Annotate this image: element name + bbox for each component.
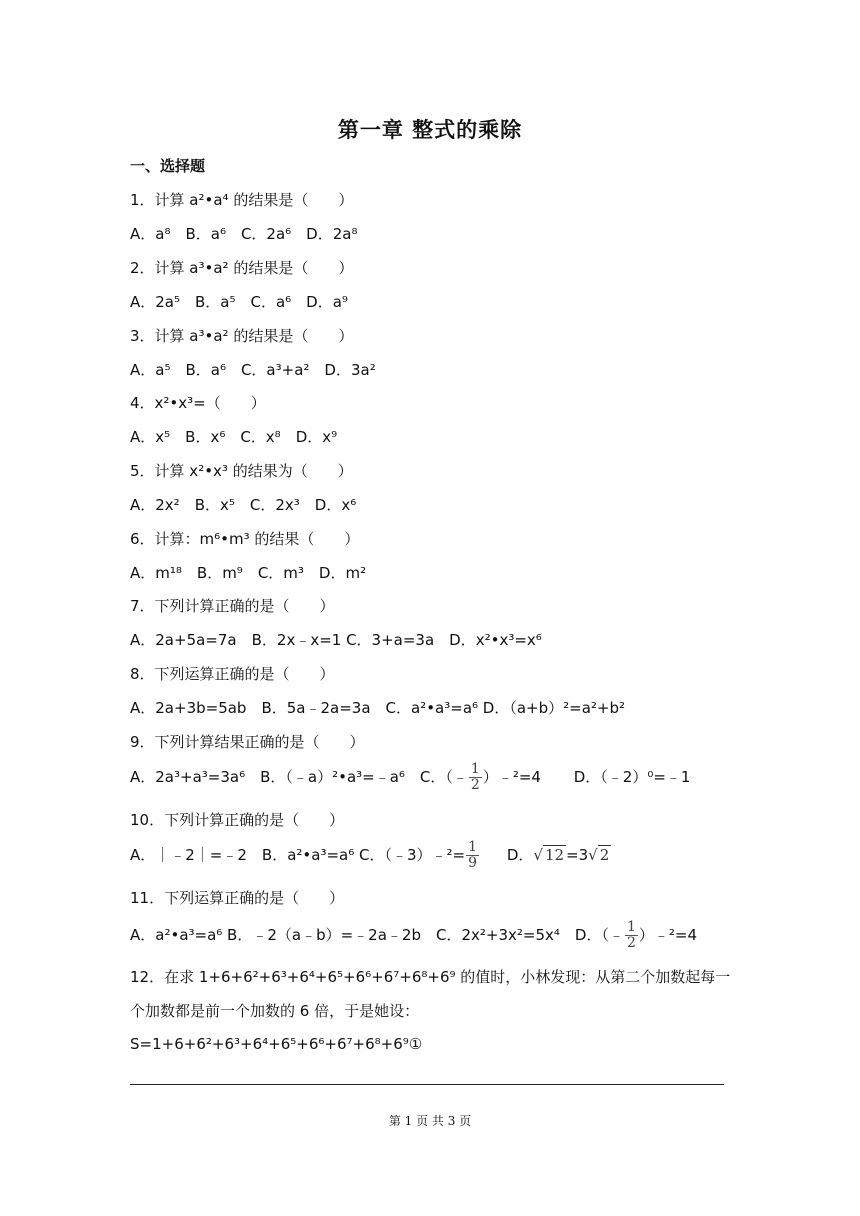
question-5-stem: 5．计算 x²•x³ 的结果为（ ） (130, 462, 353, 480)
question-1-stem: 1．计算 a²•a⁴ 的结果是（ ） (130, 191, 354, 209)
q10-options-abc: A．｜﹣2｜=﹣2 B．a²•a³=a⁶ C．（﹣3）﹣²= (130, 846, 466, 864)
question-3-options: A．a⁵ B．a⁶ C．a³+a² D．3a² (130, 361, 376, 379)
q11-option-d-tail: ）﹣²=4 (638, 926, 698, 944)
q10-option-d-mid: =3 (566, 846, 589, 864)
question-8-stem: 8．下列运算正确的是（ ） (130, 665, 335, 683)
question-7-options: A．2a+5a=7a B．2x﹣x=1 C．3+a=3a D．x²•x³=x⁶ (130, 631, 542, 649)
question-12-line-2: 个加数都是前一个加数的 6 倍，于是她设： (130, 1002, 420, 1020)
sqrt-2: √ 2 (588, 846, 610, 864)
question-5-options: A．2x² B．x⁵ C．2x³ D．x⁶ (130, 496, 357, 514)
question-4-stem: 4．x²•x³=（ ） (130, 394, 266, 412)
q9-fraction: $\frac{1}{2}$ (470, 761, 480, 793)
question-4-options: A．x⁵ B．x⁶ C．x⁸ D．x⁹ (130, 428, 338, 446)
question-12-line-3: S=1+6+6²+6³+6⁴+6⁵+6⁶+6⁷+6⁸+6⁹① (130, 1035, 423, 1053)
q10-option-d-label: D． (506, 846, 534, 864)
question-8-options: A．2a+3b=5ab B．5a﹣2a=3a C．a²•a³=a⁶ D．（a+b）²=a²+b² (130, 699, 626, 717)
question-9-options (130, 762, 690, 793)
question-1-options: A．a⁸ B．a⁶ C．2a⁶ D．2a⁸ (130, 225, 358, 243)
q11-fraction: $\frac{1}{2}$ (626, 919, 636, 951)
q9-options-abc: A．2a³+a³=3a⁶ B．（﹣a）²•a³=﹣a⁶ C．（﹣ (130, 768, 468, 786)
footer-divider (130, 1084, 724, 1085)
question-2-stem: 2．计算 a³•a² 的结果是（ ） (130, 259, 354, 277)
question-11-stem: 11．下列运算正确的是（ ） (130, 889, 345, 907)
q10-fraction: $\frac{1}{9}$ (468, 839, 478, 871)
question-7-stem: 7．下列计算正确的是（ ） (130, 597, 335, 615)
page-title: 第一章 整式的乘除 (337, 118, 523, 142)
question-9-stem: 9．下列计算结果正确的是（ ） (130, 733, 365, 751)
question-11-options (130, 920, 697, 951)
question-6-stem: 6．计算：m⁶•m³ 的结果（ ） (130, 530, 360, 548)
question-2-options: A．2a⁵ B．a⁵ C．a⁶ D．a⁹ (130, 293, 348, 311)
question-12-line-1: 12．在求 1+6+6²+6³+6⁴+6⁵+6⁶+6⁷+6⁸+6⁹ 的值时，小林发现：从第二个加数起每一 (130, 968, 731, 986)
question-6-options: A．m¹⁸ B．m⁹ C．m³ D．m² (130, 564, 367, 582)
question-10-stem: 10．下列计算正确的是（ ） (130, 811, 345, 829)
section-heading: 一、选择题 (130, 157, 206, 175)
question-10-options (130, 840, 611, 871)
sqrt-12: √ 12 (533, 846, 565, 864)
q11-options-abc: A．a²•a³=a⁶ B．﹣2（a﹣b）=﹣2a﹣2b C．2x²+3x²=5x⁴ D．（﹣ (130, 926, 624, 944)
q9-option-d: D．（﹣2）⁰=﹣1 (573, 768, 691, 786)
question-3-stem: 3．计算 a³•a² 的结果是（ ） (130, 327, 354, 345)
q9-option-c-tail: ）﹣²=4 (482, 768, 541, 786)
page-footer: 第 1 页 共 3 页 (388, 1114, 472, 1128)
